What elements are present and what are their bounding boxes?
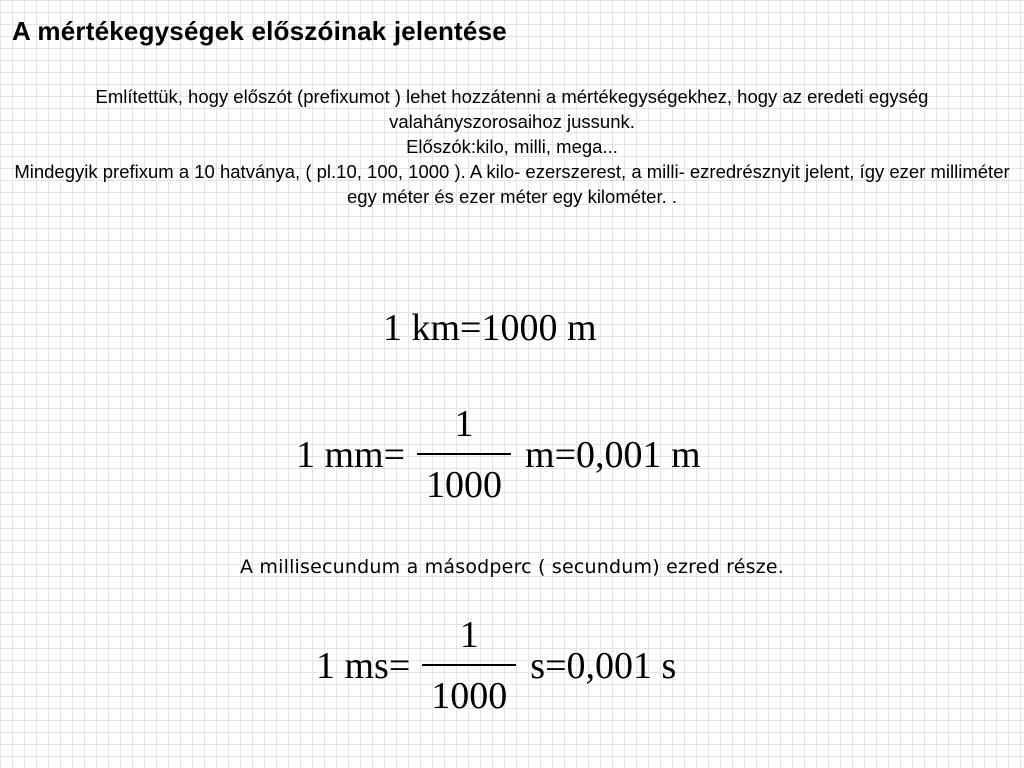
equation-mm [296,404,701,505]
fraction-bar [422,664,516,666]
equation-mm-numerator: 1 [454,403,474,445]
intro-paragraph-powers: Mindegyik prefixum a 10 hatványa, ( pl.10, 100, 1000 ). A kilo- ezerszerest, a milli- ezredrésznyit jelent, így ezer milliméter egy méter és ezer méter egy kilométer. . [14,161,1010,207]
slide-title: A mértékegységek előszóinak jelentése [12,16,507,46]
equation-mm-lhs: 1 mm= [296,433,406,476]
fraction-bar [417,453,511,455]
equation-ms-denominator: 1000 [431,675,508,717]
intro-text [10,84,1014,209]
equation-ms-lhs: 1 ms= [316,644,411,687]
equation-mm-fraction [417,404,511,505]
equation-mm-rhs: m=0,001 m [525,433,701,476]
equation-mm-denominator: 1000 [426,464,503,506]
equation-km: 1 km=1000 m [383,307,597,349]
intro-paragraph-prefix: Említettük, hogy előszót (prefixumot ) lehet hozzátenni a mértékegységekhez, hogy az eredeti egység valahányszorosaihoz jussunk. [95,86,929,132]
equation-ms [316,615,676,716]
intro-paragraph-examples: Előszók:kilo, milli, mega... [406,136,618,157]
equation-ms-fraction [422,615,516,716]
equation-ms-rhs: s=0,001 s [530,644,677,687]
millisecond-note: A millisecundum a másodperc ( secundum) ezred része. [239,556,785,578]
equation-ms-numerator: 1 [459,614,479,656]
